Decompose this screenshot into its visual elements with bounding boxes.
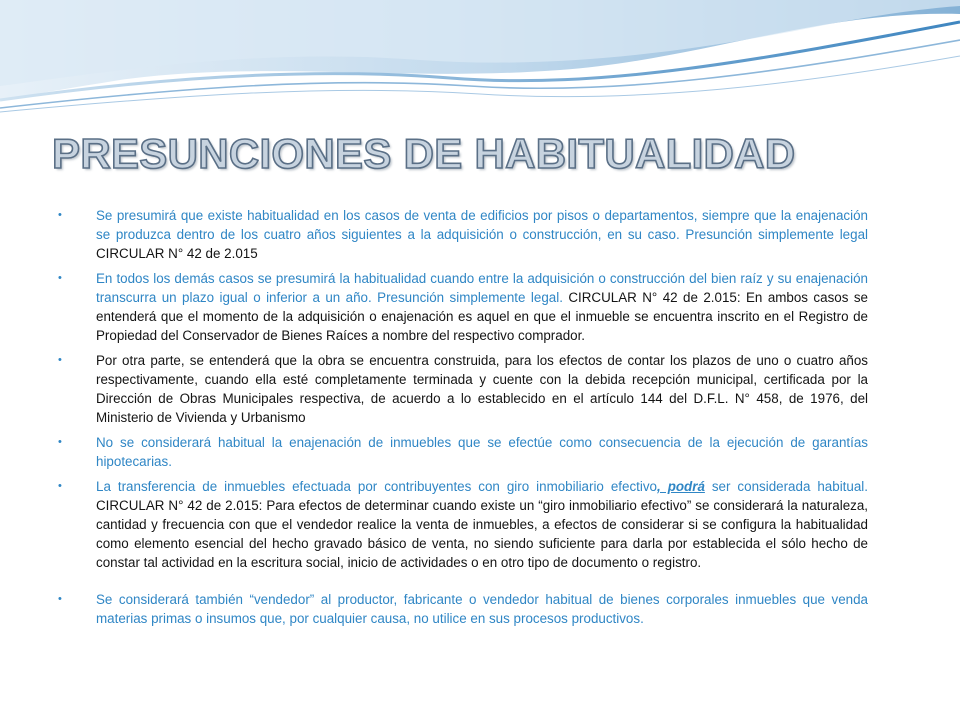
bullet-text-black: Por otra parte, se entenderá que la obra se encuentra construida, para los efectos de contar los plazos de uno o cuatro años respectivamente, cuando ella esté completamente terminada y cuente con la debida recepción municipal, certificada por la Dirección de Obras Municipales respectiva, de acuerdo a lo establecido en el artículo 144 del D.F.L. N° 458, de 1976, del Ministerio de Vivienda y Urbanismo	[96, 353, 868, 425]
bullet-item-vendedor	[58, 590, 868, 628]
bullet-list	[58, 206, 868, 634]
bullet-text-blue: La transferencia de inmuebles efectuada por contribuyentes con giro inmobiliario efectivo	[96, 479, 657, 494]
bullet-item-habitualidad-plazo	[58, 269, 868, 345]
header-wave-decoration	[0, 0, 960, 130]
bullet-text-blue: En todos los demás casos se presumirá la habitualidad cuando entre la adquisición o construcción del bien raíz y su enajenación transcurra un plazo igual o inferior a un año. Presunción simplemente legal.	[96, 271, 868, 305]
bullet-text-blue: ser considerada habitual.	[704, 479, 868, 494]
bullet-text-blue: No se considerará habitual la enajenación de inmuebles que se efectúe como consecuencia de la ejecución de garantías hipotecarias.	[96, 435, 868, 469]
bullet-item-garantias-hipotecarias	[58, 433, 868, 471]
bullet-item-obra-construida	[58, 351, 868, 427]
slide-title: PRESUNCIONES DE HABITUALIDAD	[52, 130, 796, 177]
bullet-text-underlined: , podrá	[657, 479, 705, 494]
bullet-item-giro-inmobiliario	[58, 477, 868, 572]
bullet-text-black: CIRCULAR N° 42 de 2.015: Para efectos de determinar cuando existe un “giro inmobiliario efectivo” se considerará la naturaleza, cantidad y frecuencia con que el vendedor realice la venta de inmuebles, a efectos de considerar si se configura la habitualidad como elemento esencial del hecho gravado básico de venta, no siendo suficiente para darla por establecida el sólo hecho de constar tal actividad en la escritura social, inicio de actividades o en otro tipo de documento o registro.	[96, 498, 868, 570]
bullet-text-black: CIRCULAR N° 42 de 2.015	[96, 246, 258, 261]
bullet-text-black: CIRCULAR N° 42 de 2.015: En ambos casos se entenderá que el momento de la adquisición o enajenación es aquel en que el inmueble se encuentra inscrito en el Registro de Propiedad del Conservador de Bienes Raíces a nombre del respectivo comprador.	[96, 290, 868, 343]
bullet-item-habitualidad-edificios	[58, 206, 868, 263]
bullet-text-blue: Se considerará también “vendedor” al productor, fabricante o vendedor habitual de bienes corporales inmuebles que venda materias primas o insumos que, por cualquier causa, no utilice en sus procesos productivos.	[96, 592, 868, 626]
bullet-text-blue: Se presumirá que existe habitualidad en los casos de venta de edificios por pisos o departamentos, siempre que la enajenación se produzca dentro de los cuatro años siguientes a la adquisición o construcción, en su caso. Presunción simplemente legal	[96, 208, 868, 242]
